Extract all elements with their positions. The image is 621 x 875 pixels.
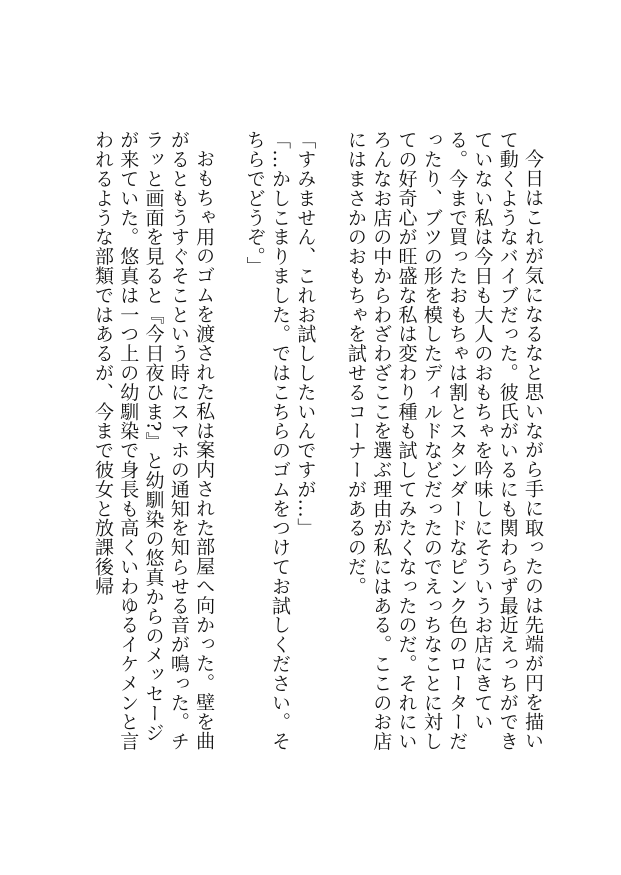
vertical-text-body [90, 130, 545, 755]
paragraph-notification: おもちゃ用のゴムを渡された私は案内された部屋へ向かった。壁を曲がるともうすぐそこという時にスマホの通知を知らせる音が鳴った。チラッと画面を見ると『今日夜ひま?』と幼馴染の悠真からのメッセージが来ていた。悠真は一つ上の幼馴染で身長も高くいわゆるイケメンと言われるような部類ではあるが、今まで彼女と放課後帰 [91, 130, 216, 751]
blank-line [317, 130, 342, 755]
dialogue-customer: 「すみません、これお試ししたいんですが…」 [294, 130, 317, 538]
paragraph-intro: 今日はこれが気になるなと思いながら手に取ったのは先端が円を描いて動くようなバイブだった。彼氏がいるにも関わらず最近えっちができていない私は今日も大人のおもちゃを吟味しにそういうお店にきている。今まで買ったおもちゃは割とスタンダードなピンク色のローターだったり、ブツの形を模したディルドなどだったのでえっちなことに対しての好奇心が旺盛な私は変わり種も試してみたくなったのだ。それにいろんなお店の中からわざわざここを選ぶ理由が私にはある。ここのお店にはまさかのおもちゃを試せるコーナーがあるのだ。 [344, 130, 544, 751]
blank-line [216, 130, 241, 755]
dialogue-clerk: 「…かしこまりました。ではこちらのゴムをつけてお試しください。そちらでどうぞ。」 [243, 130, 292, 751]
